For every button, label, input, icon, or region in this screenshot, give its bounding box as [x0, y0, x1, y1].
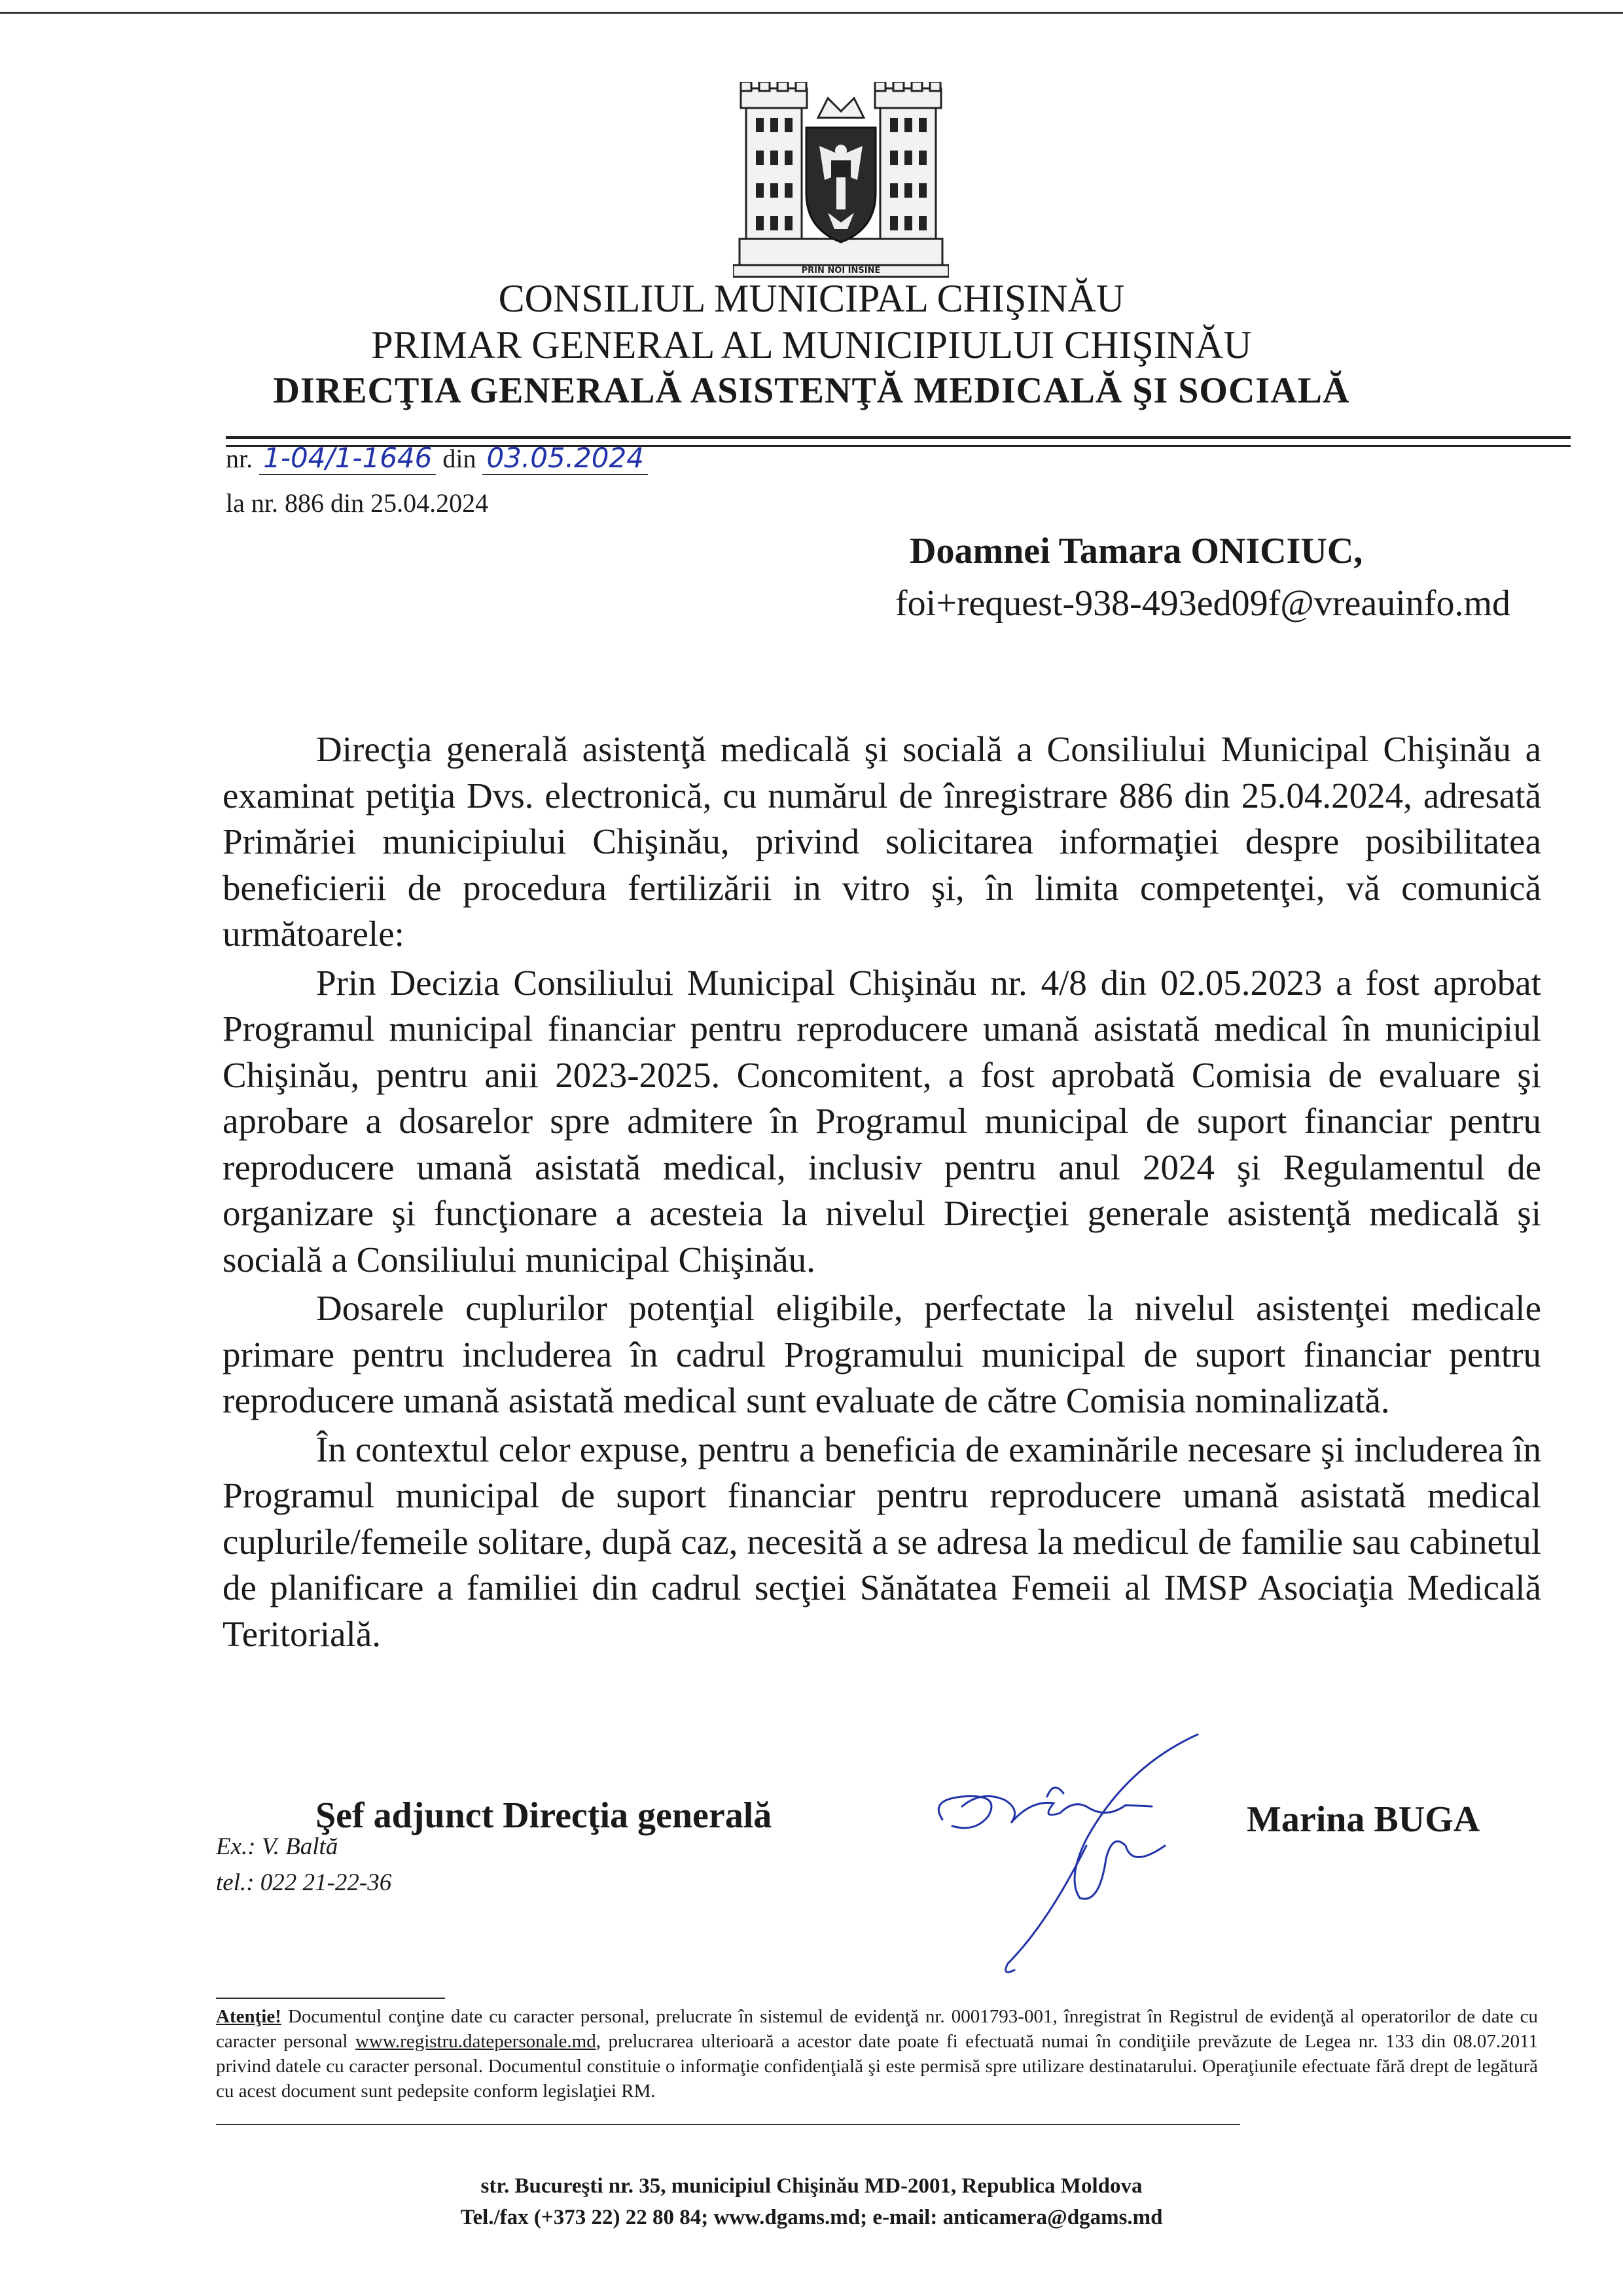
directorate-name: DIRECŢIA GENERALĂ ASISTENŢĂ MEDICALĂ ŞI SOCIALĂ — [273, 370, 1350, 411]
mayor-title: PRIMAR GENERAL AL MUNICIPIULUI CHIŞINĂU — [371, 323, 1252, 367]
executor-name: Ex.: V. Baltă — [216, 1833, 338, 1860]
header-divider-thick — [226, 436, 1571, 439]
incoming-reference: la nr. 886 din 25.04.2024 — [226, 488, 489, 518]
footer-address: str. Bucureşti nr. 35, municipiul Chişinău MD-2001, Republica Moldova — [480, 2174, 1143, 2198]
footer-contacts: Tel./fax (+373 22) 22 80 84; www.dgams.md; e-mail: anticamera@dgams.md — [460, 2206, 1163, 2229]
privacy-notice — [216, 2004, 1538, 2104]
letter-body — [223, 726, 1541, 1660]
outgoing-reference — [226, 442, 648, 475]
handwritten-signature-icon — [890, 1728, 1283, 1990]
notice-divider — [216, 1998, 445, 1999]
recipient-name: Doamnei Tamara ONICIUC, — [910, 531, 1363, 571]
outgoing-date: 03.05.2024 — [482, 442, 647, 475]
signatory-title: Şef adjunct Direcţia generală — [315, 1795, 772, 1836]
body-paragraph: Prin Decizia Consiliului Municipal Chişinău nr. 4/8 din 02.05.2023 a fost aprobat Programul municipal financiar pentru reproducere umană asistată medical în municipiul Chişinău, pentru anii 2023-2025. Concomitent, a fost aprobată Comisia de evaluare şi aprobare a dosarelor spre admitere în Programul municipal de suport financiar pentru reproducere umană asistată medical, inclusiv pentru anul 2024 şi Regulamentul de organizare şi funcţionare a acesteia la nivelul Direcţiei generale asistenţă medicală şi socială a Consiliului municipal Chişinău. — [223, 962, 1541, 1280]
registry-link[interactable]: www.registru.datepersonale.md — [355, 2031, 596, 2052]
footer-divider — [216, 2124, 1240, 2125]
din-label: din — [442, 444, 476, 473]
council-name: CONSILIUL MUNICIPAL CHIŞINĂU — [498, 277, 1125, 320]
top-border-line — [0, 12, 1623, 14]
notice-label: Atenţie! — [216, 2006, 281, 2027]
signatory-name: Marina BUGA — [1247, 1799, 1480, 1840]
body-paragraph: În contextul celor expuse, pentru a beneficia de examinările necesare şi includerea în Programul municipal de suport financiar pentru reproducere umană asistată medical cuplurile/femeile solitare, după caz, necesită a se adresa la medicul de familie sau cabinetul de planificare a familiei din cadrul secţiei Sănătatea Femeii al IMSP Asociaţia Medicală Teritorială. — [223, 1429, 1541, 1654]
body-paragraph: Direcţia generală asistenţă medicală şi socială a Consiliului Municipal Chişinău a examinat petiţia Dvs. electronică, cu numărul de înregistrare 886 din 25.04.2024, adresată Primăriei municipiului Chişinău, privind solicitarea informaţiei despre posibilitatea beneficierii de procedura fertilizării in vitro şi, în limita competenţei, vă comunică următoarele: — [223, 729, 1541, 954]
emblem-motto: PRIN NOI INSINE — [801, 266, 881, 276]
notice-text-continued: , prelucrarea ulterioară a acestor date poate fi efectuată numai în condiţiile prevăzute de Legea nr. 133 din 08.07.2011 privind datele cu caracter personal. Documentul constituie o informaţie confidenţială şi este permisă spre utilizare destinatarului. Operaţiunile efectuate fără drept de legătură cu acest document sunt pedepsite conform legislaţiei RM. — [216, 2031, 1538, 2102]
chisinau-coat-of-arms-icon — [733, 82, 949, 278]
nr-label: nr. — [226, 444, 253, 473]
body-paragraph: Dosarele cuplurilor potenţial eligibile, perfectate la nivelul asistenţei medicale primare pentru includerea în cadrul Programului municipal de suport financiar pentru reproducere umană asistată medical sunt evaluate de către Comisia nominalizată. — [223, 1288, 1541, 1420]
notice-text: Documentul conţine date cu caracter personal, prelucrate în sistemul de evidenţă nr. 0001793-001, înregistrat în Registrul de evidenţă al operatorilor de date cu caracter personal — [216, 2006, 1538, 2052]
recipient-email: foi+request-938-493ed09f@vreauinfo.md — [895, 583, 1510, 624]
executor-phone: tel.: 022 21-22-36 — [216, 1869, 392, 1896]
outgoing-number: 1-04/1-1646 — [259, 442, 436, 475]
